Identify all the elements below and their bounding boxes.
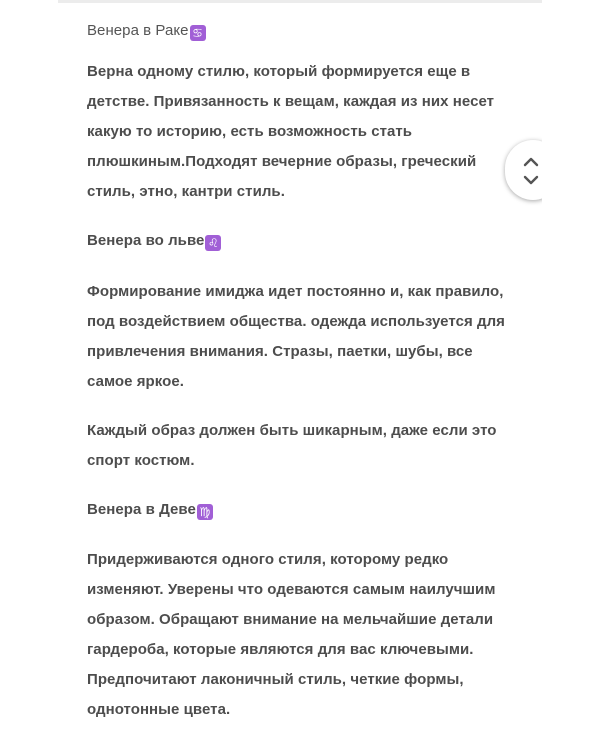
paragraph-line: привлечения внимания. Стразы, паетки, шубы, все <box>87 343 473 360</box>
section-heading-text: Венера во льве <box>87 232 205 249</box>
paragraph-line: стиль, этно, кантри стиль. <box>87 183 285 200</box>
top-divider <box>58 0 542 3</box>
paragraph-virgo <box>87 545 537 725</box>
paragraph-cancer <box>87 57 537 207</box>
paragraph-line: изменяют. Уверены что одеваются самым наилучшим <box>87 581 496 598</box>
paragraph-line: образом. Обращают внимание на мельчайшие детали <box>87 611 494 628</box>
paragraph-line: гардероба, которые являются для вас ключевыми. <box>87 641 474 658</box>
paragraph-line: Формирование имиджа идет постоянно и, как правило, <box>87 283 504 300</box>
paragraph-line: самое яркое. <box>87 373 184 390</box>
scroll-up-button[interactable] <box>521 155 541 169</box>
paragraph-line: Верна одному стилю, который формируется еще в <box>87 63 471 80</box>
right-margin <box>542 0 600 747</box>
section-heading-cancer <box>87 22 537 41</box>
section-heading-text: Венера в Раке <box>87 22 189 39</box>
paragraph-leo-2 <box>87 416 537 476</box>
paragraph-line: под воздействием общества. одежда используется для <box>87 313 505 330</box>
section-heading-text: Венера в Деве <box>87 501 196 518</box>
chevron-up-icon <box>521 155 541 169</box>
scroll-down-button[interactable] <box>521 173 541 187</box>
paragraph-line: спорт костюм. <box>87 452 195 469</box>
paragraph-line: детстве. Привязанность к вещам, каждая из них несет <box>87 93 495 110</box>
paragraph-line: однотонные цвета. <box>87 701 231 718</box>
section-heading-virgo <box>87 495 537 525</box>
paragraph-leo-1 <box>87 277 537 397</box>
paragraph-line: плюшкиным.Подходят вечерние образы, греческий <box>87 153 477 170</box>
paragraph-line: Придерживаются одного стиля, которому редко <box>87 551 449 568</box>
cancer-zodiac-emoji: ♋ <box>190 25 206 41</box>
paragraph-line: Каждый образ должен быть шикарным, даже если это <box>87 422 497 439</box>
section-heading-leo <box>87 226 537 256</box>
paragraph-line: Предпочитают лаконичный стиль, четкие формы, <box>87 671 464 688</box>
chevron-down-icon <box>521 173 541 187</box>
leo-zodiac-emoji: ♌ <box>205 235 221 251</box>
virgo-zodiac-emoji: ♍ <box>197 504 213 520</box>
paragraph-line: какую то историю, есть возможность стать <box>87 123 413 140</box>
